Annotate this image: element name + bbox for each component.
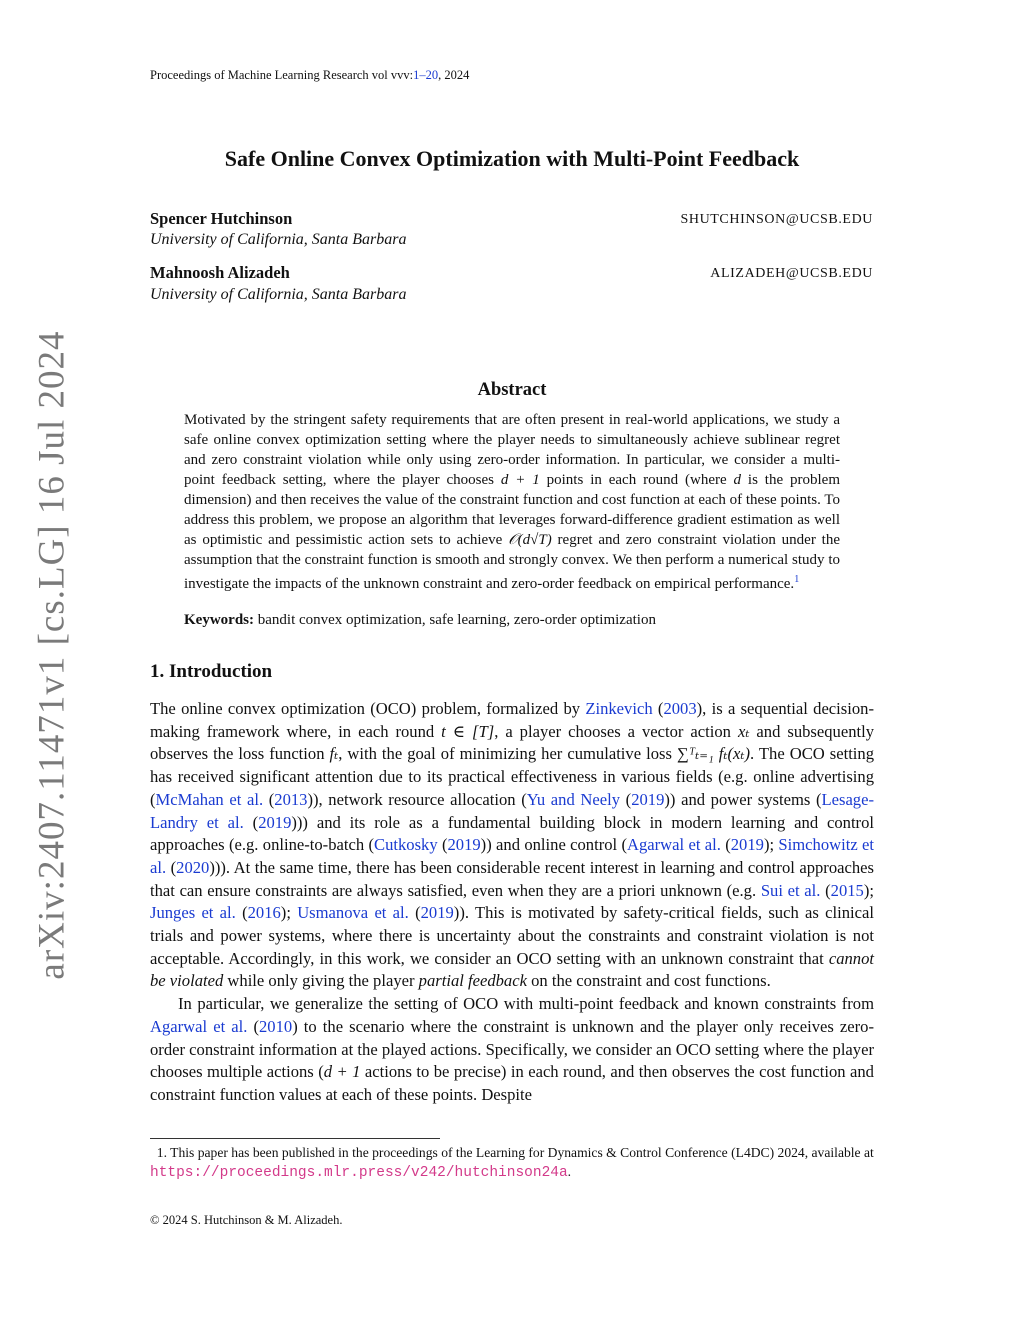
citation-year[interactable]: 2019 bbox=[258, 812, 292, 832]
intro-paragraph-1: The online convex optimization (OCO) problem, formalized by Zinkevich (2003), is a sequential decision-making framework where, in each round t ∈ [T], a player chooses a vector action xₜ and subsequently observes the loss function fₜ, with the goal of minimizing her cumulative loss ∑ᵀₜ₌₁ fₜ(xₜ). The OCO setting has received significant attention due to its practical effectiveness in various fields (e.g. online advertising (McMahan et al. (2013)), network resource allocation (Yu and Neely (2019)) and power systems (Lesage-Landry et al. (2019))) and its role as a fundamental building block in modern learning and control approaches (e.g. online-to-batch (Cutkosky (2019)) and online control (Agarwal et al. (2019); Simchowitz et al. (2020))). At the same time, there has been considerable recent interest in learning and control approaches that can ensure constraints are always satisfied, even when they are a priori unknown (e.g. Sui et al. (2015); Junges et al. (2016); Usmanova et al. (2019)). This is motivated by safety-critical fields, such as clinical trials and power systems, where there is uncertainty about the constraints and constraint violation is not acceptable. Accordingly, in this work, we consider an OCO setting with an unknown constraint that cannot be violated while only giving the player partial feedback on the constraint and cost functions. bbox=[150, 699, 875, 991]
author-2-name: Mahnoosh Alizadeh bbox=[150, 263, 290, 282]
citation-year[interactable]: 2019 bbox=[447, 835, 481, 855]
header-year: , 2024 bbox=[438, 68, 470, 82]
footnote-ref-1[interactable]: 1 bbox=[794, 574, 800, 585]
citation-year[interactable]: 2015 bbox=[830, 880, 864, 900]
citation-mcmahan[interactable]: McMahan et al. bbox=[155, 789, 264, 809]
footnote-1: 1. This paper has been published in the proceedings of the Learning for Dynamics & Control Conference (L4DC) 2024, available at https://proceedings.mlr.press/v242/hutchinson24a. bbox=[150, 1145, 874, 1181]
citation-cutkosky[interactable]: Cutkosky bbox=[374, 835, 438, 855]
page-dash: – bbox=[419, 68, 426, 82]
section-heading-introduction: 1. Introduction bbox=[150, 661, 273, 682]
footnote-divider bbox=[150, 1138, 440, 1139]
author-2-email: ALIZADEH@UCSB.EDU bbox=[710, 266, 873, 281]
citation-simchowitz[interactable]: Simchowitz et al. bbox=[150, 835, 874, 877]
citation-agarwal-2019[interactable]: Agarwal et al. bbox=[627, 835, 721, 855]
citation-year[interactable]: 2003 bbox=[663, 699, 697, 718]
keywords-text: bandit convex optimization, safe learning, zero-order optimization bbox=[254, 612, 656, 628]
author-2-affiliation: University of California, Santa Barbara bbox=[150, 286, 407, 303]
author-1-affiliation: University of California, Santa Barbara bbox=[150, 231, 407, 248]
arxiv-stamp: arXiv:2407.11471v1 [cs.LG] 16 Jul 2024 bbox=[31, 330, 73, 980]
keywords-label: Keywords: bbox=[184, 612, 254, 628]
page-end-link[interactable]: 20 bbox=[425, 68, 439, 82]
intro-paragraph-2: In particular, we generalize the setting of OCO with multi-point feedback and known constraints from Agarwal et al. (2010) to the scenario where the constraint is unknown and the player only receives zero-order constraint information at the played actions. Specifically, we consider an OCO setting where the player chooses multiple actions (d + 1 actions to be precise) in each round, and then observes the cost function and constraint function values at each of these points. Despite bbox=[150, 994, 874, 1104]
footnote-url-link[interactable]: https://proceedings.mlr.press/v242/hutchinson24a bbox=[150, 1165, 568, 1181]
citation-year[interactable]: 2019 bbox=[420, 903, 454, 923]
citation-year[interactable]: 2010 bbox=[259, 1016, 293, 1036]
citation-year[interactable]: 2019 bbox=[730, 835, 764, 855]
citation-yu-neely[interactable]: Yu and Neely bbox=[526, 789, 621, 809]
copyright-notice: © 2024 S. Hutchinson & M. Alizadeh. bbox=[150, 1213, 343, 1227]
math-d: d bbox=[733, 472, 742, 488]
running-header bbox=[150, 68, 469, 83]
header-text: Proceedings of Machine Learning Research vol vvv: bbox=[150, 68, 414, 82]
citation-year[interactable]: 2016 bbox=[247, 903, 281, 923]
introduction-body bbox=[150, 698, 874, 1107]
keywords bbox=[184, 612, 840, 629]
math-regret-rate: 𝒪(d√T) bbox=[508, 532, 552, 548]
abstract-heading: Abstract bbox=[477, 380, 547, 400]
citation-year[interactable]: 2019 bbox=[631, 789, 665, 809]
author-1-email: SHUTCHINSON@UCSB.EDU bbox=[680, 212, 873, 227]
citation-zinkevich[interactable]: Zinkevich bbox=[585, 699, 653, 718]
citation-agarwal-2010[interactable]: Agarwal et al. bbox=[150, 1016, 248, 1036]
citation-lesage-landry[interactable]: Lesage-Landry et al. bbox=[150, 789, 874, 832]
citation-sui[interactable]: Sui et al. bbox=[760, 880, 821, 900]
page-start-link[interactable]: 1 bbox=[413, 68, 420, 82]
citation-junges[interactable]: Junges et al. bbox=[150, 903, 236, 923]
citation-usmanova[interactable]: Usmanova et al. bbox=[297, 903, 409, 923]
abstract-body: Motivated by the stringent safety requirements that are often present in real-world applications, we study a safe online convex optimization setting where the player needs to simultaneously achieve sublinear regret and zero constraint violation while only using zero-order information. In particular, we consider a multi-point feedback setting, where the player chooses d + 1 points in each round (where d is the problem dimension) and then receives the value of the constraint function and cost function at each of these points. To address this problem, we propose an algorithm that leverages forward-difference gradient estimation as well as optimistic and pessimistic action sets to achieve 𝒪(d√T) regret and zero constraint violation under the assumption that the constraint function is smooth and strongly convex. We then perform a numerical study to investigate the impacts of the unknown constraint and zero-order feedback on empirical performance.$^1$ bbox=[184, 412, 840, 592]
author-1-name: Spencer Hutchinson bbox=[150, 209, 293, 228]
math-d-plus-1: d + 1 bbox=[500, 472, 540, 488]
citation-year[interactable]: 2020 bbox=[176, 857, 210, 877]
paper-title: Safe Online Convex Optimization with Multi-Point Feedback bbox=[224, 146, 800, 171]
citation-year[interactable]: 2013 bbox=[274, 789, 308, 809]
